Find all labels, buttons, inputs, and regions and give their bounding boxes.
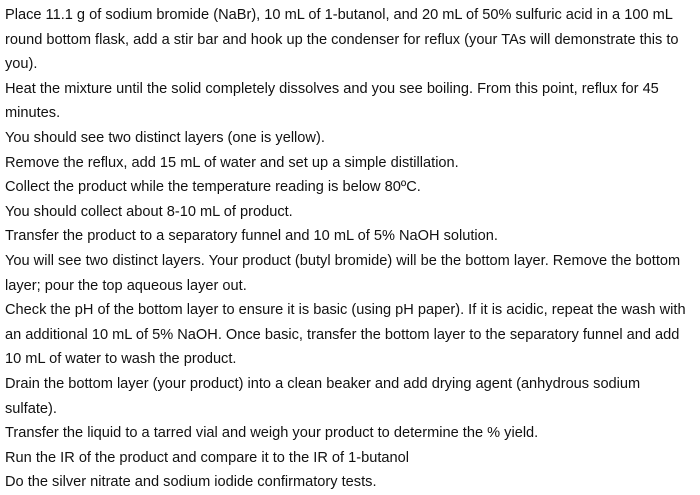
procedure-step: Remove the reflux, add 15 mL of water and set up a simple distillation. [5, 154, 459, 171]
procedure-step: Drain the bottom layer (your product) into a clean beaker and add drying agent (anhydrous sodium sulfate). [5, 375, 641, 417]
procedure-step: Collect the product while the temperature reading is below 80ºC. [5, 179, 421, 196]
procedure-step: You should collect about 8-10 mL of product. [5, 203, 293, 220]
procedure-step: You will see two distinct layers. Your product (butyl bromide) will be the bottom layer. Remove the bottom layer; pour the top aqueous layer out. [5, 252, 681, 294]
procedure-step: Run the IR of the product and compare it to the IR of 1-butanol [5, 449, 410, 466]
procedure-step: Check the pH of the bottom layer to ensure it is basic (using pH paper). If it is acidic, repeat the wash with an additional 10 mL of 5% NaOH. Once basic, transfer the bottom layer to the separatory funnel and add 10 mL of water to wash the product. [5, 302, 686, 368]
procedure-step: Transfer the liquid to a tarred vial and weigh your product to determine the % yield. [5, 425, 539, 442]
procedure-step: Transfer the product to a separatory funnel and 10 mL of 5% NaOH solution. [5, 228, 498, 245]
procedure-step: Do the silver nitrate and sodium iodide confirmatory tests. [5, 474, 377, 491]
procedure-step: Heat the mixture until the solid completely dissolves and you see boiling. From this point, reflux for 45 minutes. [5, 80, 659, 122]
procedure-step: Place 11.1 g of sodium bromide (NaBr), 10 mL of 1-butanol, and 20 mL of 50% sulfuric acid in a 100 mL round bottom flask, add a stir bar and hook up the condenser for reflux (your TAs will demonstrate this to you). [5, 7, 679, 73]
procedure-step: You should see two distinct layers (one is yellow). [5, 129, 325, 146]
